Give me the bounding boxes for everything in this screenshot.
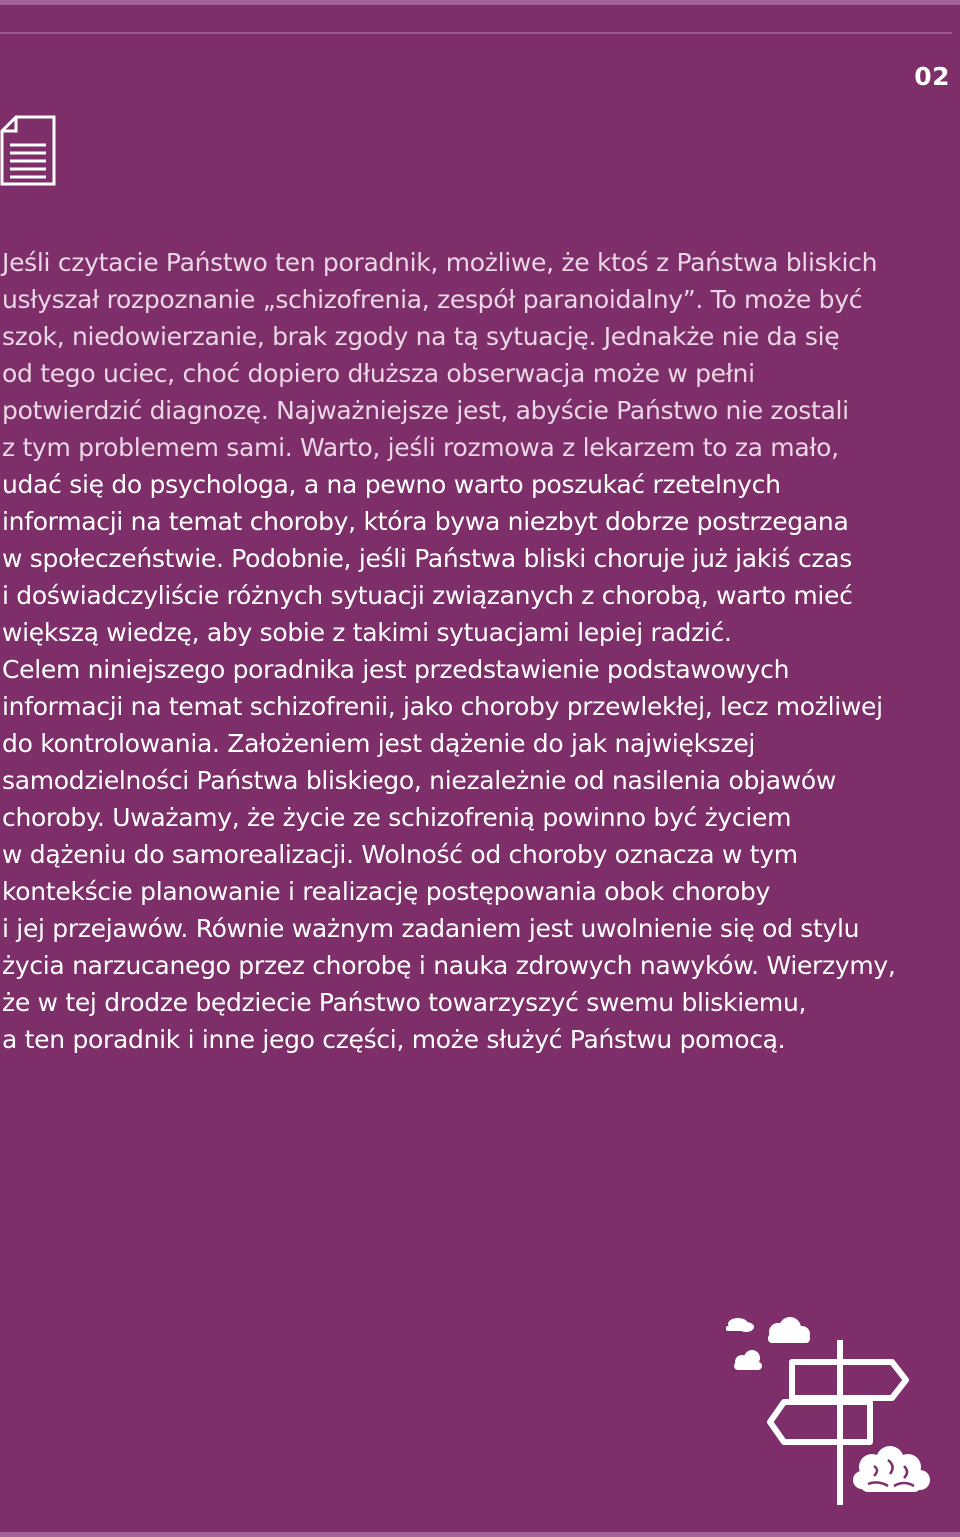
body-line: udać się do psychologa, a na pewno warto poszukać rzetelnych [2, 470, 781, 499]
body-line: w dążeniu do samorealizacji. Wolność od choroby oznacza w tym [2, 840, 798, 869]
body-line: życia narzucanego przez chorobę i nauka zdrowych nawyków. Wierzymy, [2, 951, 896, 980]
body-line: Jeśli czytacie Państwo ten poradnik, możliwe, że ktoś z Państwa bliskich [2, 248, 878, 277]
body-line: usłyszał rozpoznanie „schizofrenia, zespół paranoidalny”. To może być [2, 285, 863, 314]
body-line: że w tej drodze będziecie Państwo towarzyszyć swemu bliskiemu, [2, 988, 807, 1017]
body-line: kontekście planowanie i realizację postępowania obok choroby [2, 877, 771, 906]
cloud-icon [734, 1350, 762, 1370]
body-line: a ten poradnik i inne jego części, może służyć Państwu pomocą. [2, 1025, 786, 1054]
body-line: informacji na temat choroby, która bywa niezbyt dobrze postrzegana [2, 507, 849, 536]
bottom-decorative-band [0, 1532, 960, 1537]
body-line: i jej przejawów. Równie ważnym zadaniem jest uwolnienie się od stylu [2, 914, 860, 943]
top-decorative-line [0, 32, 952, 34]
body-line: i doświadczyliście różnych sytuacji związanych z chorobą, warto mieć [2, 581, 853, 610]
body-line: większą wiedzę, aby sobie z takimi sytuacjami lepiej radzić. [2, 618, 732, 647]
body-line: do kontrolowania. Założeniem jest dążenie do jak największej [2, 729, 756, 758]
document-icon [0, 115, 58, 187]
body-line: choroby. Uważamy, że życie ze schizofrenią powinno być życiem [2, 803, 792, 832]
cloud-icon [768, 1317, 810, 1343]
page-number: 02 [914, 62, 950, 91]
cloud-icon [726, 1318, 754, 1332]
signpost-illustration [722, 1310, 960, 1510]
body-line: informacji na temat schizofrenii, jako choroby przewlekłej, lecz możliwej [2, 692, 883, 721]
body-line: Celem niniejszego poradnika jest przedstawienie podstawowych [2, 655, 790, 684]
body-line: w społeczeństwie. Podobnie, jeśli Państwa bliski choruje już jakiś czas [2, 544, 852, 573]
body-line: od tego uciec, choć dopiero dłuższa obserwacja może w pełni [2, 359, 755, 388]
body-line: szok, niedowierzanie, brak zgody na tą sytuację. Jednakże nie da się [2, 322, 840, 351]
body-line: potwierdzić diagnozę. Najważniejsze jest, abyście Państwo nie zostali [2, 396, 849, 425]
body-paragraph [2, 244, 957, 1058]
top-decorative-band [0, 0, 960, 5]
body-line: z tym problemem sami. Warto, jeśli rozmowa z lekarzem to za mało, [2, 433, 839, 462]
body-line: samodzielności Państwa bliskiego, niezależnie od nasilenia objawów [2, 766, 836, 795]
